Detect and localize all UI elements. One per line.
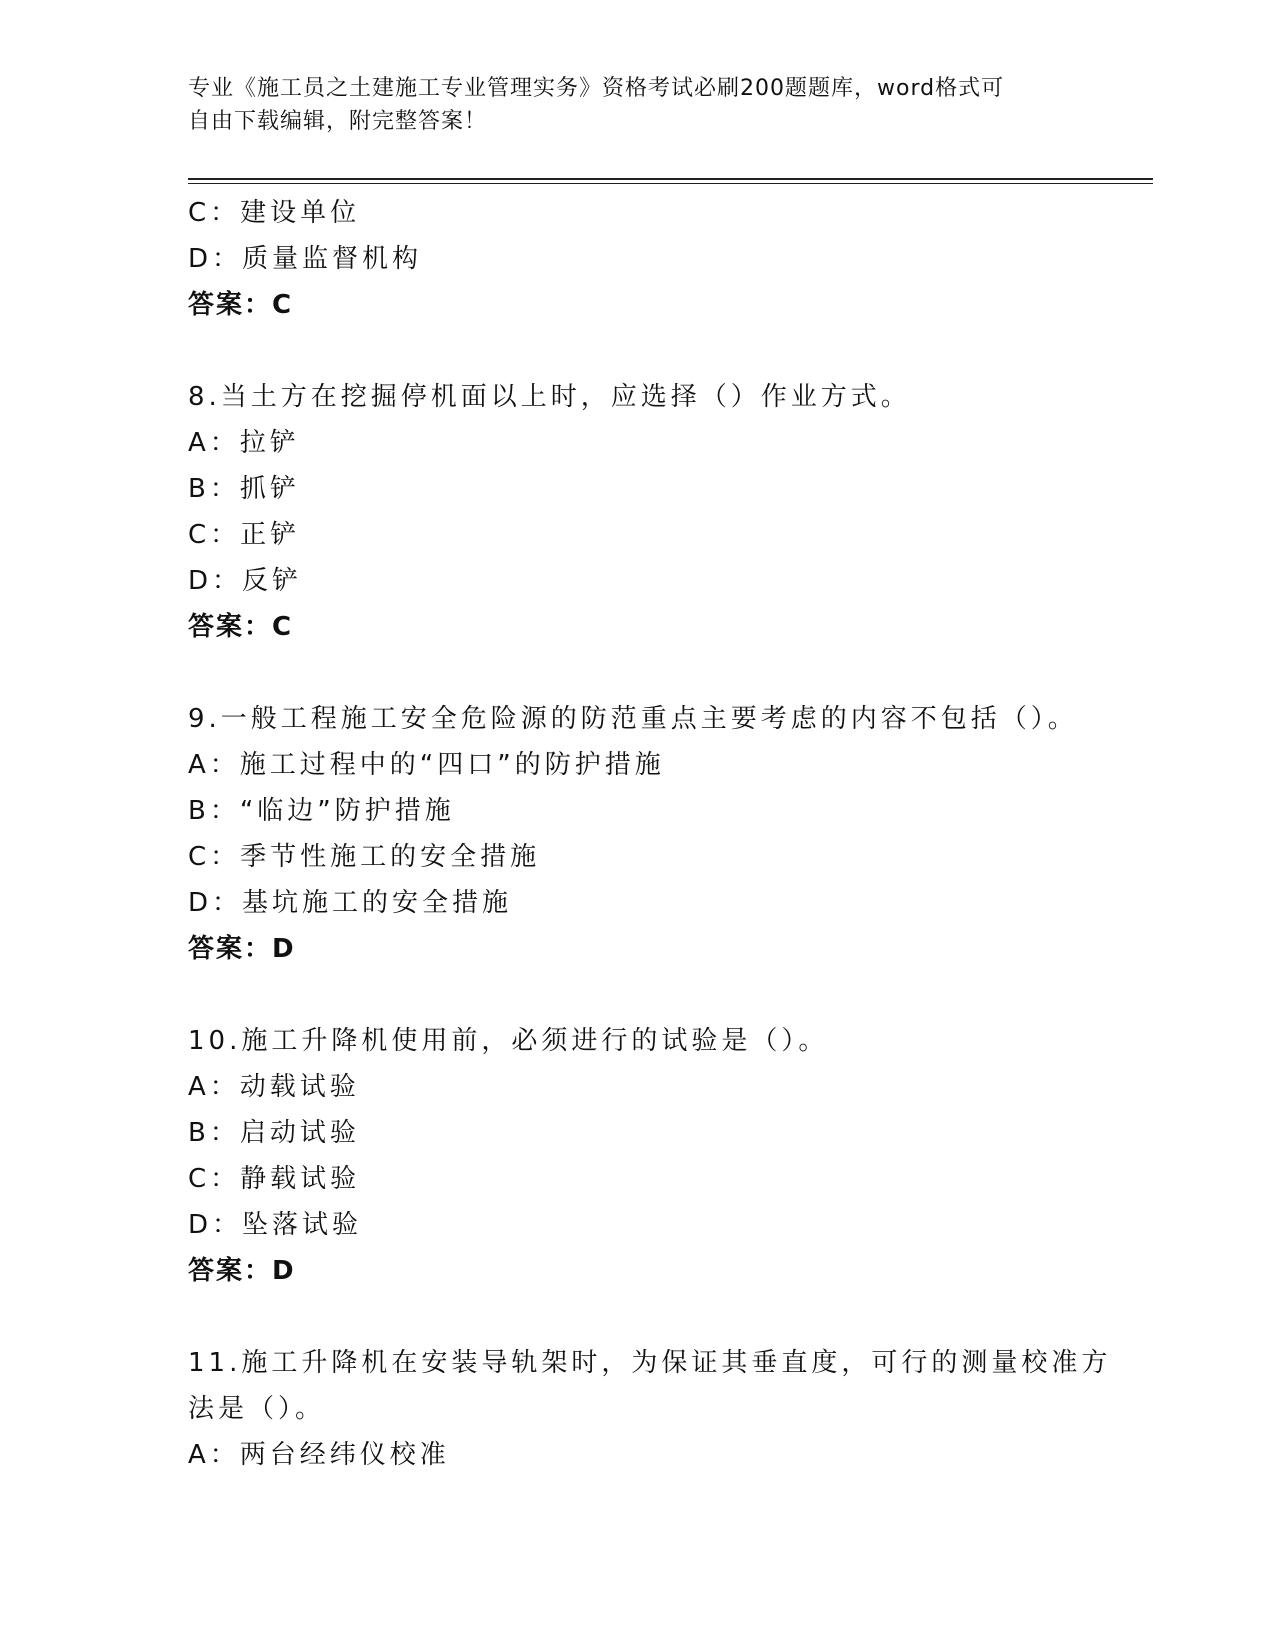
q10-answer: 答案：D xyxy=(188,1256,296,1286)
question-list xyxy=(188,190,1148,1478)
header-line-2: 自由下载编辑，附完整答案！ xyxy=(188,109,488,134)
q9-option-a: A：施工过程中的“四口”的防护措施 xyxy=(188,750,665,780)
q8-answer: 答案：C xyxy=(188,612,294,642)
header-divider-thin xyxy=(188,183,1153,184)
q7-answer: 答案：C xyxy=(188,290,294,320)
q11-text-line-2: 法是（）。 xyxy=(188,1394,326,1424)
q10-text: 10.施工升降机使用前，必须进行的试验是（）。 xyxy=(188,1026,829,1056)
q9-answer: 答案：D xyxy=(188,934,296,964)
spacer xyxy=(188,328,1148,374)
q10-option-c: C：静载试验 xyxy=(188,1164,361,1194)
spacer xyxy=(188,650,1148,696)
q8-option-b: B：抓铲 xyxy=(188,474,300,504)
q8-option-c: C：正铲 xyxy=(188,520,301,550)
q9-option-c: C：季节性施工的安全措施 xyxy=(188,842,541,872)
q9-option-d: D：基坑施工的安全措施 xyxy=(188,888,513,918)
q8-option-d: D：反铲 xyxy=(188,566,303,596)
spacer xyxy=(188,972,1148,1018)
q10-option-d: D：坠落试验 xyxy=(188,1210,363,1240)
spacer xyxy=(188,1294,1148,1340)
q7-option-d: D：质量监督机构 xyxy=(188,244,423,274)
q11-option-a: A：两台经纬仪校准 xyxy=(188,1440,450,1470)
q7-option-c: C：建设单位 xyxy=(188,198,361,228)
q10-option-a: A：动载试验 xyxy=(188,1072,360,1102)
q11-text-line-1: 11.施工升降机在安装导轨架时，为保证其垂直度，可行的测量校准方 xyxy=(188,1348,1112,1378)
q9-option-b: B：“临边”防护措施 xyxy=(188,796,455,826)
header-divider xyxy=(188,178,1153,180)
q8-text: 8.当土方在挖掘停机面以上时，应选择（）作业方式。 xyxy=(188,382,911,412)
document-header xyxy=(188,72,1088,138)
q10-option-b: B：启动试验 xyxy=(188,1118,360,1148)
q9-text: 9.一般工程施工安全危险源的防范重点主要考虑的内容不包括（）。 xyxy=(188,704,1078,734)
q8-option-a: A：拉铲 xyxy=(188,428,300,458)
header-line-1: 专业《施工员之土建施工专业管理实务》资格考试必刷200题题库，word格式可 xyxy=(188,76,1005,101)
